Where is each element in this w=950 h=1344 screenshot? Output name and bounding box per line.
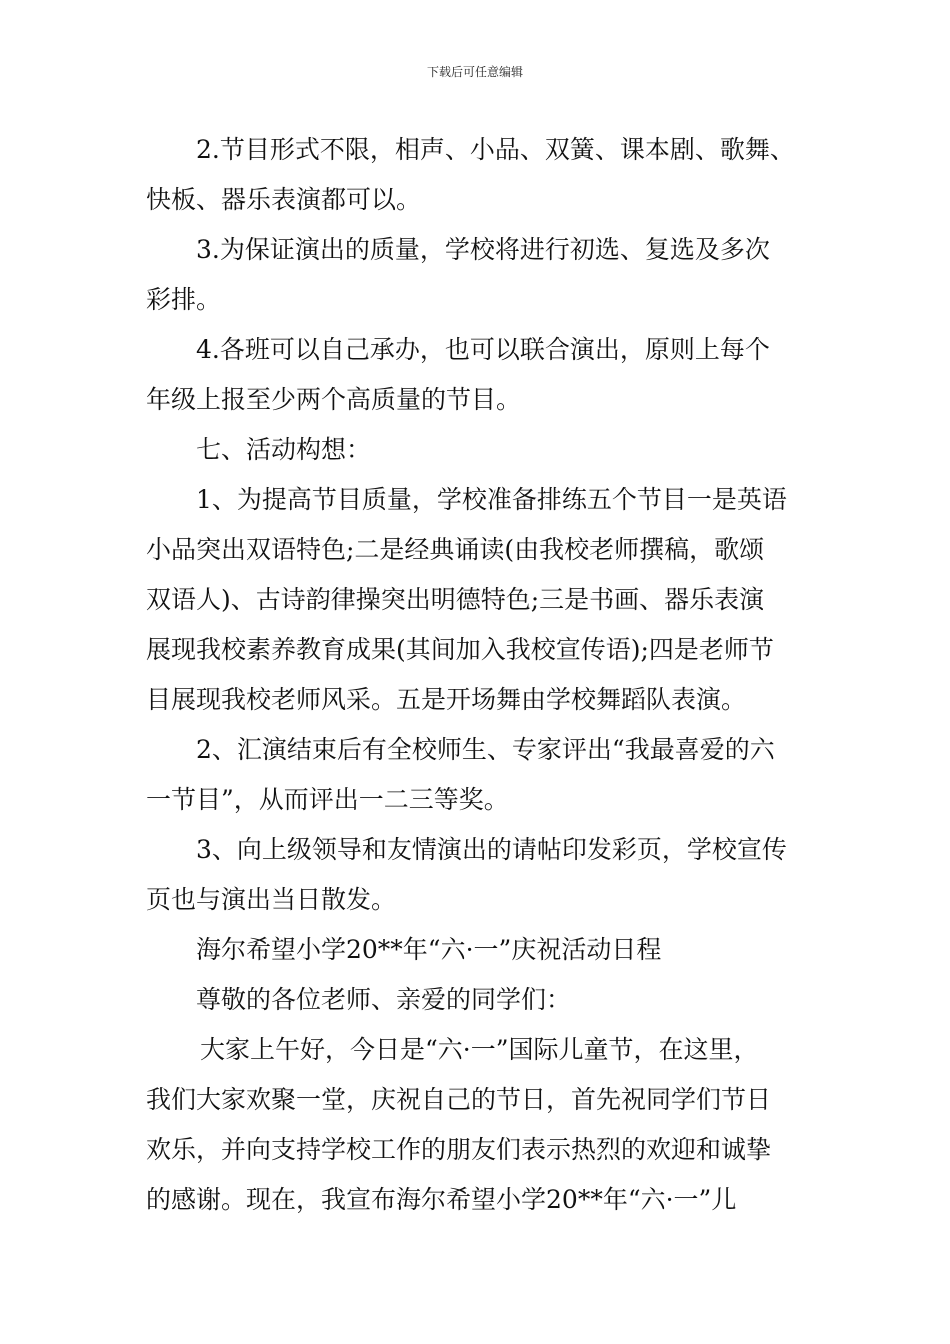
paragraph-line: 小品突出双语特色;二是经典诵读(由我校老师撰稿，歌颂: [146, 535, 765, 564]
paragraph-line: 3.为保证演出的质量，学校将进行初选、复选及多次: [196, 235, 770, 264]
paragraph-line: 的感谢。现在，我宣布海尔希望小学20**年“六·一”儿: [146, 1185, 737, 1214]
paragraph-line: 3、向上级领导和友情演出的请帖印发彩页，学校宣传: [196, 835, 787, 864]
paragraph-line: 快板、器乐表演都可以。: [146, 185, 422, 214]
paragraph-line: 1、为提高节目质量，学校准备排练五个节目一是英语: [196, 485, 787, 514]
paragraph-line: 大家上午好，今日是“六·一”国际儿童节，在这里，: [200, 1035, 759, 1064]
paragraph-line: 一节目”，从而评出一二三等奖。: [146, 785, 509, 814]
section-heading: 七、活动构想：: [196, 435, 372, 464]
paragraph-line: 展现我校素养教育成果(其间加入我校宣传语);四是老师节: [146, 635, 774, 664]
paragraph-line: 2、汇演结束后有全校师生、专家评出“我最喜爱的六: [196, 735, 775, 764]
paragraph-line: 页也与演出当日散发。: [146, 885, 397, 914]
paragraph-line: 双语人)、古诗韵律操突出明德特色;三是书画、器乐表演: [146, 585, 765, 614]
schedule-title: 海尔希望小学20**年“六·一”庆祝活动日程: [196, 935, 662, 964]
paragraph-line: 2.节目形式不限，相声、小品、双簧、课本剧、歌舞、: [196, 135, 795, 164]
page-header: 下载后可任意编辑: [426, 65, 523, 79]
paragraph-line: 目展现我校老师风采。五是开场舞由学校舞蹈队表演。: [146, 685, 747, 714]
paragraph-line: 年级上报至少两个高质量的节目。: [146, 385, 522, 414]
paragraph-line: 彩排。: [146, 285, 222, 314]
paragraph-line: 4.各班可以自己承办，也可以联合演出，原则上每个: [196, 335, 770, 364]
paragraph-line: 我们大家欢聚一堂，庆祝自己的节日，首先祝同学们节日: [146, 1085, 772, 1114]
document-body: [146, 125, 826, 1225]
salutation: 尊敬的各位老师、亲爱的同学们：: [196, 985, 572, 1014]
paragraph-line: 欢乐，并向支持学校工作的朋友们表示热烈的欢迎和诚挚: [146, 1135, 772, 1164]
